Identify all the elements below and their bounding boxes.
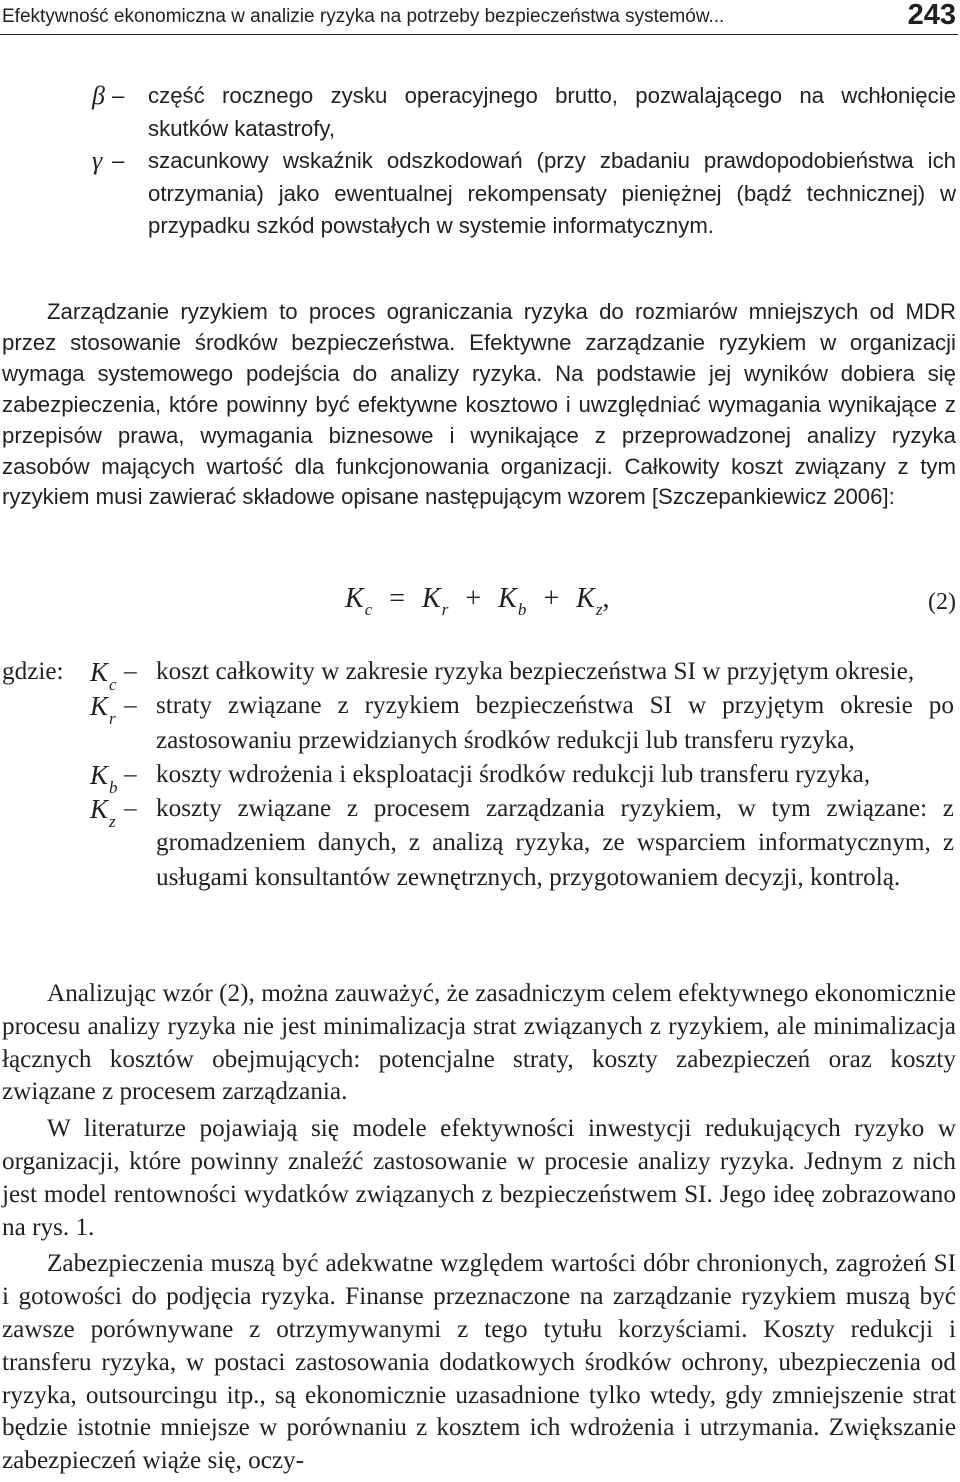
formula-term-subscript: z — [595, 600, 603, 619]
where-dash: – — [124, 760, 137, 788]
definition-dash: – — [112, 83, 125, 108]
where-description: koszt całkowity w zakresie ryzyka bezpieczeństwa SI w przyjętym okresie, — [156, 658, 915, 685]
where-description: straty związane z ryzykiem bezpieczeństwa SI w przyjętym okresie po zastosowaniu przewidzianych środków redukcji lub transferu ryzyka, — [156, 692, 954, 754]
where-list — [0, 655, 960, 895]
where-dash: – — [124, 692, 137, 720]
page-number: 243 — [907, 0, 956, 31]
where-symbol: $K_c$ — [90, 657, 117, 694]
formula-comma: , — [602, 583, 610, 614]
formula-lhs-subscript: c — [364, 600, 373, 619]
where-label: gdzie: — [2, 658, 64, 685]
where-item — [0, 655, 960, 694]
formula-term-symbol: K — [422, 583, 441, 614]
where-dash: – — [124, 658, 137, 685]
formula-term-subscript: b — [517, 600, 527, 619]
where-item — [0, 689, 960, 758]
where-symbol: $K_z$ — [90, 794, 116, 832]
formula-term-symbol: K — [576, 583, 595, 614]
symbol-beta-description: część rocznego zysku operacyjnego brutto, pozwalającego na wchłonięcie skutków katastrofy, — [148, 83, 956, 141]
definition-dash: – — [112, 148, 125, 173]
where-symbol: $K_r$ — [90, 691, 116, 729]
formula-term-symbol: K — [498, 583, 517, 614]
symbol-definition-gamma — [0, 145, 960, 243]
where-description: koszty wdrożenia i eksploatacji środków redukcji lub transferu ryzyka, — [156, 760, 871, 788]
where-symbol: $K_b$ — [90, 759, 118, 797]
where-description: koszty związane z procesem zarządzania ryzykiem, w tym związane: z gromadzeniem danych, z analizą ryzyka, ze wsparciem informatycznym, z usługami konsultantów zewnętrznych, przygotowaniem decyzji, kontrolą. — [156, 795, 954, 891]
running-header — [0, 0, 958, 35]
formula-equals: = — [389, 583, 406, 614]
symbol-beta: β — [92, 81, 105, 110]
paragraph-literature-models: W literaturze pojawiają się modele efektywności inwestycji redukujących ryzyko w organizacji, które powinny znaleźć zastosowanie w procesie analizy ryzyka. Jednym z nich jest model rentowności wydatków związanych z bezpieczeństwem SI. Jego ideę zobrazowano na rys. 1. — [2, 1115, 956, 1241]
formula-plus: + — [465, 583, 482, 614]
cost-formula — [345, 583, 610, 619]
running-title: Efektywność ekonomiczna w analizie ryzyka na potrzeby bezpieczeństwa systemów... — [2, 6, 725, 27]
formula-plus: + — [543, 583, 560, 614]
where-item — [0, 758, 960, 797]
where-item — [0, 792, 960, 895]
risk-management-paragraph: Zarządzanie ryzykiem to proces ograniczania ryzyka do rozmiarów mniejszych od MDR przez stosowanie środków bezpieczeństwa. Efektywne zarządzanie ryzykiem w organizacji wymaga systemowego podejścia do analizy ryzyka. Na podstawie jej wyników dobiera się zabezpieczenia, które powinny być efektywne kosztowo i uwzględniać wymagania wynikające z przepisów prawa, wymagania biznesowe i wynikające z przeprowadzonej analizy ryzyka zasobów mających wartość dla funkcjonowania organizacji. Całkowity koszt związany z tym ryzykiem musi zawierać składowe opisane następującym wzorem [Szczepankiewicz 2006]: — [2, 299, 956, 510]
where-dash: – — [124, 795, 137, 823]
symbol-gamma-description: szacunkowy wskaźnik odszkodowań (przy zbadaniu prawdopodobieństwa ich otrzymania) jako ewentualnej rekompensaty pieniężnej (bądź technicznej) w przypadku szkód powstałych w systemie informatycznym. — [148, 148, 956, 238]
formula-term-subscript: r — [441, 600, 449, 619]
formula-lhs-symbol: K — [345, 583, 364, 614]
symbol-definitions — [0, 80, 960, 243]
formula-number: (2) — [928, 589, 956, 615]
paragraph-formula-analysis: Analizując wzór (2), można zauważyć, że zasadniczym celem efektywnego ekonomicznie procesu analizy ryzyka nie jest minimalizacja strat związanych z ryzykiem, ale minimalizacja łącznych kosztów obejmujących: potencjalne straty, koszty zabezpieczeń oraz koszty związane z procesem zarządzania. — [2, 980, 956, 1106]
symbol-gamma: γ — [92, 146, 103, 175]
paragraph-safeguards: Zabezpieczenia muszą być adekwatne względem wartości dóbr chronionych, zagrożeń SI i gotowości do podjęcia ryzyka. Finanse przeznaczone na zarządzanie ryzykiem muszą być zawsze porównywane z otrzymywanymi z tego tytułu korzyściami. Koszty redukcji i transferu ryzyka, w postaci zastosowania dodatkowych środków ochrony, ubezpieczenia od ryzyka, outsourcingu itp., są ekonomicznie uzasadnione tylko wtedy, gdy zmniejszenie strat będzie istotnie mniejsze w porównaniu z kosztem ich wdrożenia i utrzymania. Zwiększanie zabezpieczeń wiąże się, oczy- — [2, 1250, 956, 1475]
body-text — [2, 978, 956, 1482]
symbol-definition-beta — [0, 80, 960, 145]
